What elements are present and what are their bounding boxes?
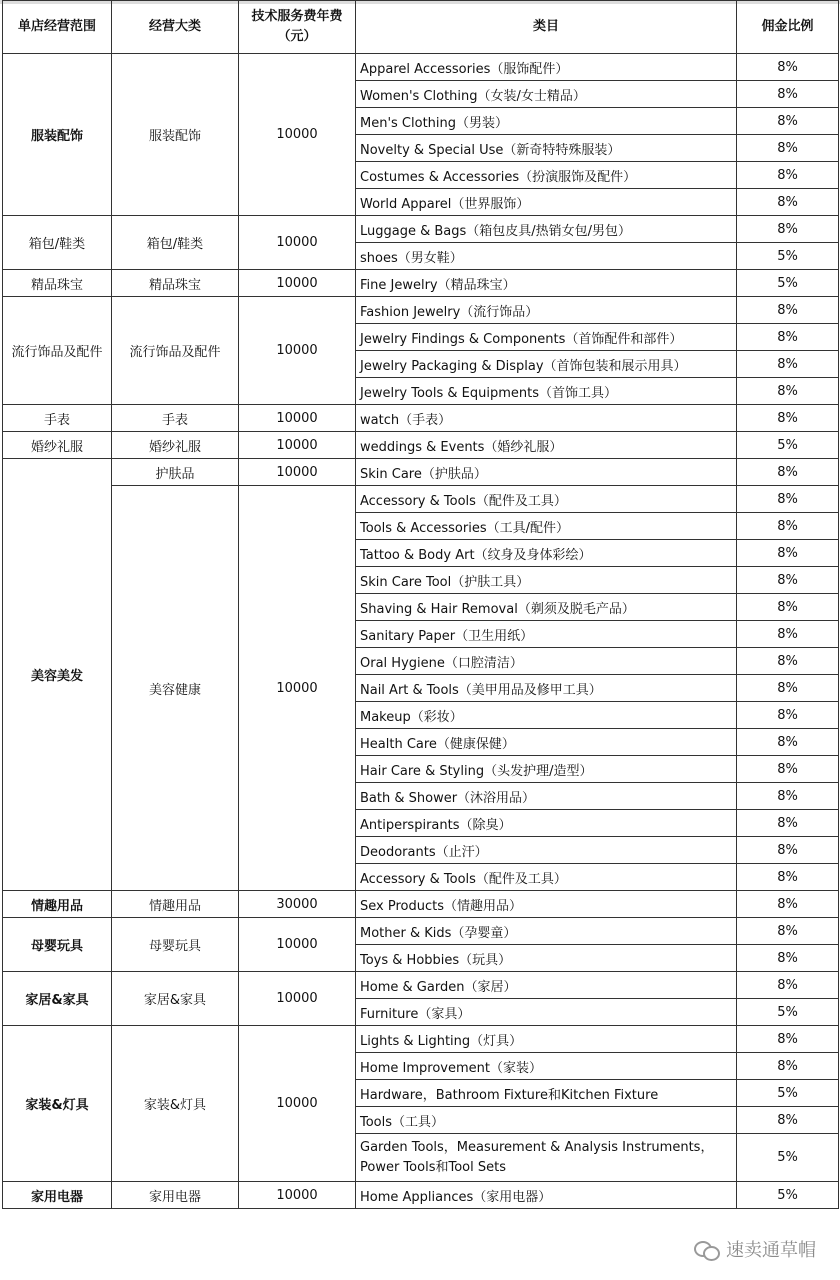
fee-cell: 10000 — [239, 459, 356, 486]
commission-cell: 8% — [737, 837, 839, 864]
commission-cell: 8% — [737, 324, 839, 351]
table-row — [3, 54, 839, 81]
category-cell: Hair Care & Styling（头发护理/造型） — [356, 756, 737, 783]
commission-cell: 5% — [737, 1080, 839, 1107]
category-cell: Tools & Accessories（工具/配件） — [356, 513, 737, 540]
table-row — [3, 270, 839, 297]
commission-cell: 8% — [737, 513, 839, 540]
commission-cell: 8% — [737, 945, 839, 972]
category-cell: Oral Hygiene（口腔清洁） — [356, 648, 737, 675]
fee-cell: 10000 — [239, 972, 356, 1026]
header-row — [3, 1, 839, 54]
scope-cell: 手表 — [3, 405, 112, 432]
commission-cell: 5% — [737, 1182, 839, 1209]
category-cell: Bath & Shower（沐浴用品） — [356, 783, 737, 810]
commission-cell: 8% — [737, 135, 839, 162]
fee-cell: 10000 — [239, 432, 356, 459]
category-cell: shoes（男女鞋） — [356, 243, 737, 270]
category-cell: Deodorants（止汗） — [356, 837, 737, 864]
table-row — [3, 891, 839, 918]
category-cell: Jewelry Tools & Equipments（首饰工具） — [356, 378, 737, 405]
commission-cell: 8% — [737, 864, 839, 891]
category-cell: Jewelry Packaging & Display（首饰包装和展示用具） — [356, 351, 737, 378]
category-cell: Health Care（健康保健） — [356, 729, 737, 756]
category-cell: Sanitary Paper（卫生用纸） — [356, 621, 737, 648]
scope-cell: 美容美发 — [3, 459, 112, 891]
category-cell: Fine Jewelry（精品珠宝） — [356, 270, 737, 297]
commission-cell: 8% — [737, 675, 839, 702]
category-cell: Jewelry Findings & Components（首饰配件和部件） — [356, 324, 737, 351]
header-scope: 单店经营范围 — [3, 1, 112, 54]
table-row — [3, 1182, 839, 1209]
category-cell: Fashion Jewelry（流行饰品） — [356, 297, 737, 324]
commission-cell: 8% — [737, 378, 839, 405]
category-cell: Sex Products（情趣用品） — [356, 891, 737, 918]
category-cell: Tools（工具） — [356, 1107, 737, 1134]
commission-cell: 8% — [737, 594, 839, 621]
commission-cell: 8% — [737, 756, 839, 783]
commission-cell: 8% — [737, 891, 839, 918]
major-cell: 流行饰品及配件 — [112, 297, 239, 405]
commission-cell: 8% — [737, 189, 839, 216]
fee-cell: 10000 — [239, 216, 356, 270]
commission-cell: 8% — [737, 459, 839, 486]
category-cell: Skin Care（护肤品） — [356, 459, 737, 486]
category-cell: Luggage & Bags（箱包皮具/热销女包/男包） — [356, 216, 737, 243]
scope-cell: 婚纱礼服 — [3, 432, 112, 459]
major-cell: 手表 — [112, 405, 239, 432]
major-cell: 家装&灯具 — [112, 1026, 239, 1182]
fee-cell: 10000 — [239, 270, 356, 297]
category-cell: Hardware，Bathroom Fixture和Kitchen Fixture — [356, 1080, 737, 1107]
commission-cell: 8% — [737, 216, 839, 243]
header-major: 经营大类 — [112, 1, 239, 54]
commission-cell: 5% — [737, 432, 839, 459]
commission-cell: 8% — [737, 1026, 839, 1053]
commission-cell: 8% — [737, 702, 839, 729]
table-row — [3, 918, 839, 945]
commission-cell: 8% — [737, 297, 839, 324]
major-cell: 箱包/鞋类 — [112, 216, 239, 270]
category-cell: Garden Tools，Measurement & Analysis Instruments，Power Tools和Tool Sets — [356, 1134, 737, 1182]
category-cell: Home Appliances（家用电器） — [356, 1182, 737, 1209]
commission-cell: 5% — [737, 270, 839, 297]
category-cell: Novelty & Special Use（新奇特特殊服装） — [356, 135, 737, 162]
scope-cell: 流行饰品及配件 — [3, 297, 112, 405]
fee-cell: 10000 — [239, 1026, 356, 1182]
major-cell: 美容健康 — [112, 486, 239, 891]
category-cell: Women's Clothing（女装/女士精品） — [356, 81, 737, 108]
scope-cell: 箱包/鞋类 — [3, 216, 112, 270]
table-row — [3, 297, 839, 324]
major-cell: 护肤品 — [112, 459, 239, 486]
category-cell: Accessory & Tools（配件及工具） — [356, 864, 737, 891]
header-fee — [239, 1, 356, 54]
category-cell: Men's Clothing（男装） — [356, 108, 737, 135]
commission-cell: 8% — [737, 729, 839, 756]
category-cell: Accessory & Tools（配件及工具） — [356, 486, 737, 513]
header-category: 类目 — [356, 1, 737, 54]
category-cell: Nail Art & Tools（美甲用品及修甲工具） — [356, 675, 737, 702]
major-cell: 婚纱礼服 — [112, 432, 239, 459]
commission-cell: 8% — [737, 81, 839, 108]
scope-cell: 服装配饰 — [3, 54, 112, 216]
commission-cell: 8% — [737, 540, 839, 567]
fee-cell: 30000 — [239, 891, 356, 918]
header-fee-text: 技术服务费年费 （元） — [251, 9, 343, 44]
category-cell: Home & Garden（家居） — [356, 972, 737, 999]
commission-cell: 5% — [737, 999, 839, 1026]
commission-cell: 8% — [737, 567, 839, 594]
table-row — [3, 216, 839, 243]
category-cell: Home Improvement（家装） — [356, 1053, 737, 1080]
major-cell: 家用电器 — [112, 1182, 239, 1209]
commission-cell: 8% — [737, 405, 839, 432]
table-body — [3, 54, 839, 1209]
commission-cell: 8% — [737, 810, 839, 837]
category-cell: Costumes & Accessories（扮演服饰及配件） — [356, 162, 737, 189]
table-row — [3, 972, 839, 999]
commission-cell: 5% — [737, 243, 839, 270]
fee-cell: 10000 — [239, 486, 356, 891]
category-cell: World Apparel（世界服饰） — [356, 189, 737, 216]
category-cell: weddings & Events（婚纱礼服） — [356, 432, 737, 459]
wechat-watermark — [694, 1236, 816, 1262]
scope-cell: 家居&家具 — [3, 972, 112, 1026]
scope-cell: 精品珠宝 — [3, 270, 112, 297]
commission-cell: 8% — [737, 351, 839, 378]
commission-cell: 8% — [737, 1053, 839, 1080]
commission-cell: 8% — [737, 783, 839, 810]
category-cell: Tattoo & Body Art（纹身及身体彩绘） — [356, 540, 737, 567]
commission-cell: 8% — [737, 621, 839, 648]
fee-cell: 10000 — [239, 918, 356, 972]
fee-cell: 10000 — [239, 54, 356, 216]
major-cell: 母婴玩具 — [112, 918, 239, 972]
fee-cell: 10000 — [239, 1182, 356, 1209]
major-cell: 情趣用品 — [112, 891, 239, 918]
table-row — [3, 486, 839, 513]
table-row — [3, 459, 839, 486]
category-cell: Furniture（家具） — [356, 999, 737, 1026]
table-row — [3, 1026, 839, 1053]
scope-cell: 情趣用品 — [3, 891, 112, 918]
commission-cell: 8% — [737, 918, 839, 945]
major-cell: 精品珠宝 — [112, 270, 239, 297]
wechat-icon — [694, 1239, 720, 1259]
commission-cell: 8% — [737, 162, 839, 189]
scope-cell: 母婴玩具 — [3, 918, 112, 972]
category-cell: Mother & Kids（孕婴童） — [356, 918, 737, 945]
commission-cell: 8% — [737, 54, 839, 81]
category-cell: Lights & Lighting（灯具） — [356, 1026, 737, 1053]
category-cell: Makeup（彩妆） — [356, 702, 737, 729]
commission-cell: 8% — [737, 486, 839, 513]
commission-table — [2, 0, 839, 1209]
category-cell: Skin Care Tool（护肤工具） — [356, 567, 737, 594]
category-cell: Apparel Accessories（服饰配件） — [356, 54, 737, 81]
commission-cell: 8% — [737, 108, 839, 135]
commission-cell: 5% — [737, 1134, 839, 1182]
scope-cell: 家用电器 — [3, 1182, 112, 1209]
fee-cell: 10000 — [239, 297, 356, 405]
commission-cell: 8% — [737, 1107, 839, 1134]
table-row — [3, 432, 839, 459]
watermark-text: 速卖通草帽 — [726, 1240, 816, 1261]
fee-cell: 10000 — [239, 405, 356, 432]
header-commission: 佣金比例 — [737, 1, 839, 54]
major-cell: 家居&家具 — [112, 972, 239, 1026]
scope-cell: 家装&灯具 — [3, 1026, 112, 1182]
major-cell: 服装配饰 — [112, 54, 239, 216]
category-cell: watch（手表） — [356, 405, 737, 432]
category-cell: Antiperspirants（除臭） — [356, 810, 737, 837]
category-cell: Toys & Hobbies（玩具） — [356, 945, 737, 972]
category-cell: Shaving & Hair Removal（剃须及脱毛产品） — [356, 594, 737, 621]
commission-cell: 8% — [737, 972, 839, 999]
commission-cell: 8% — [737, 648, 839, 675]
table-row — [3, 405, 839, 432]
